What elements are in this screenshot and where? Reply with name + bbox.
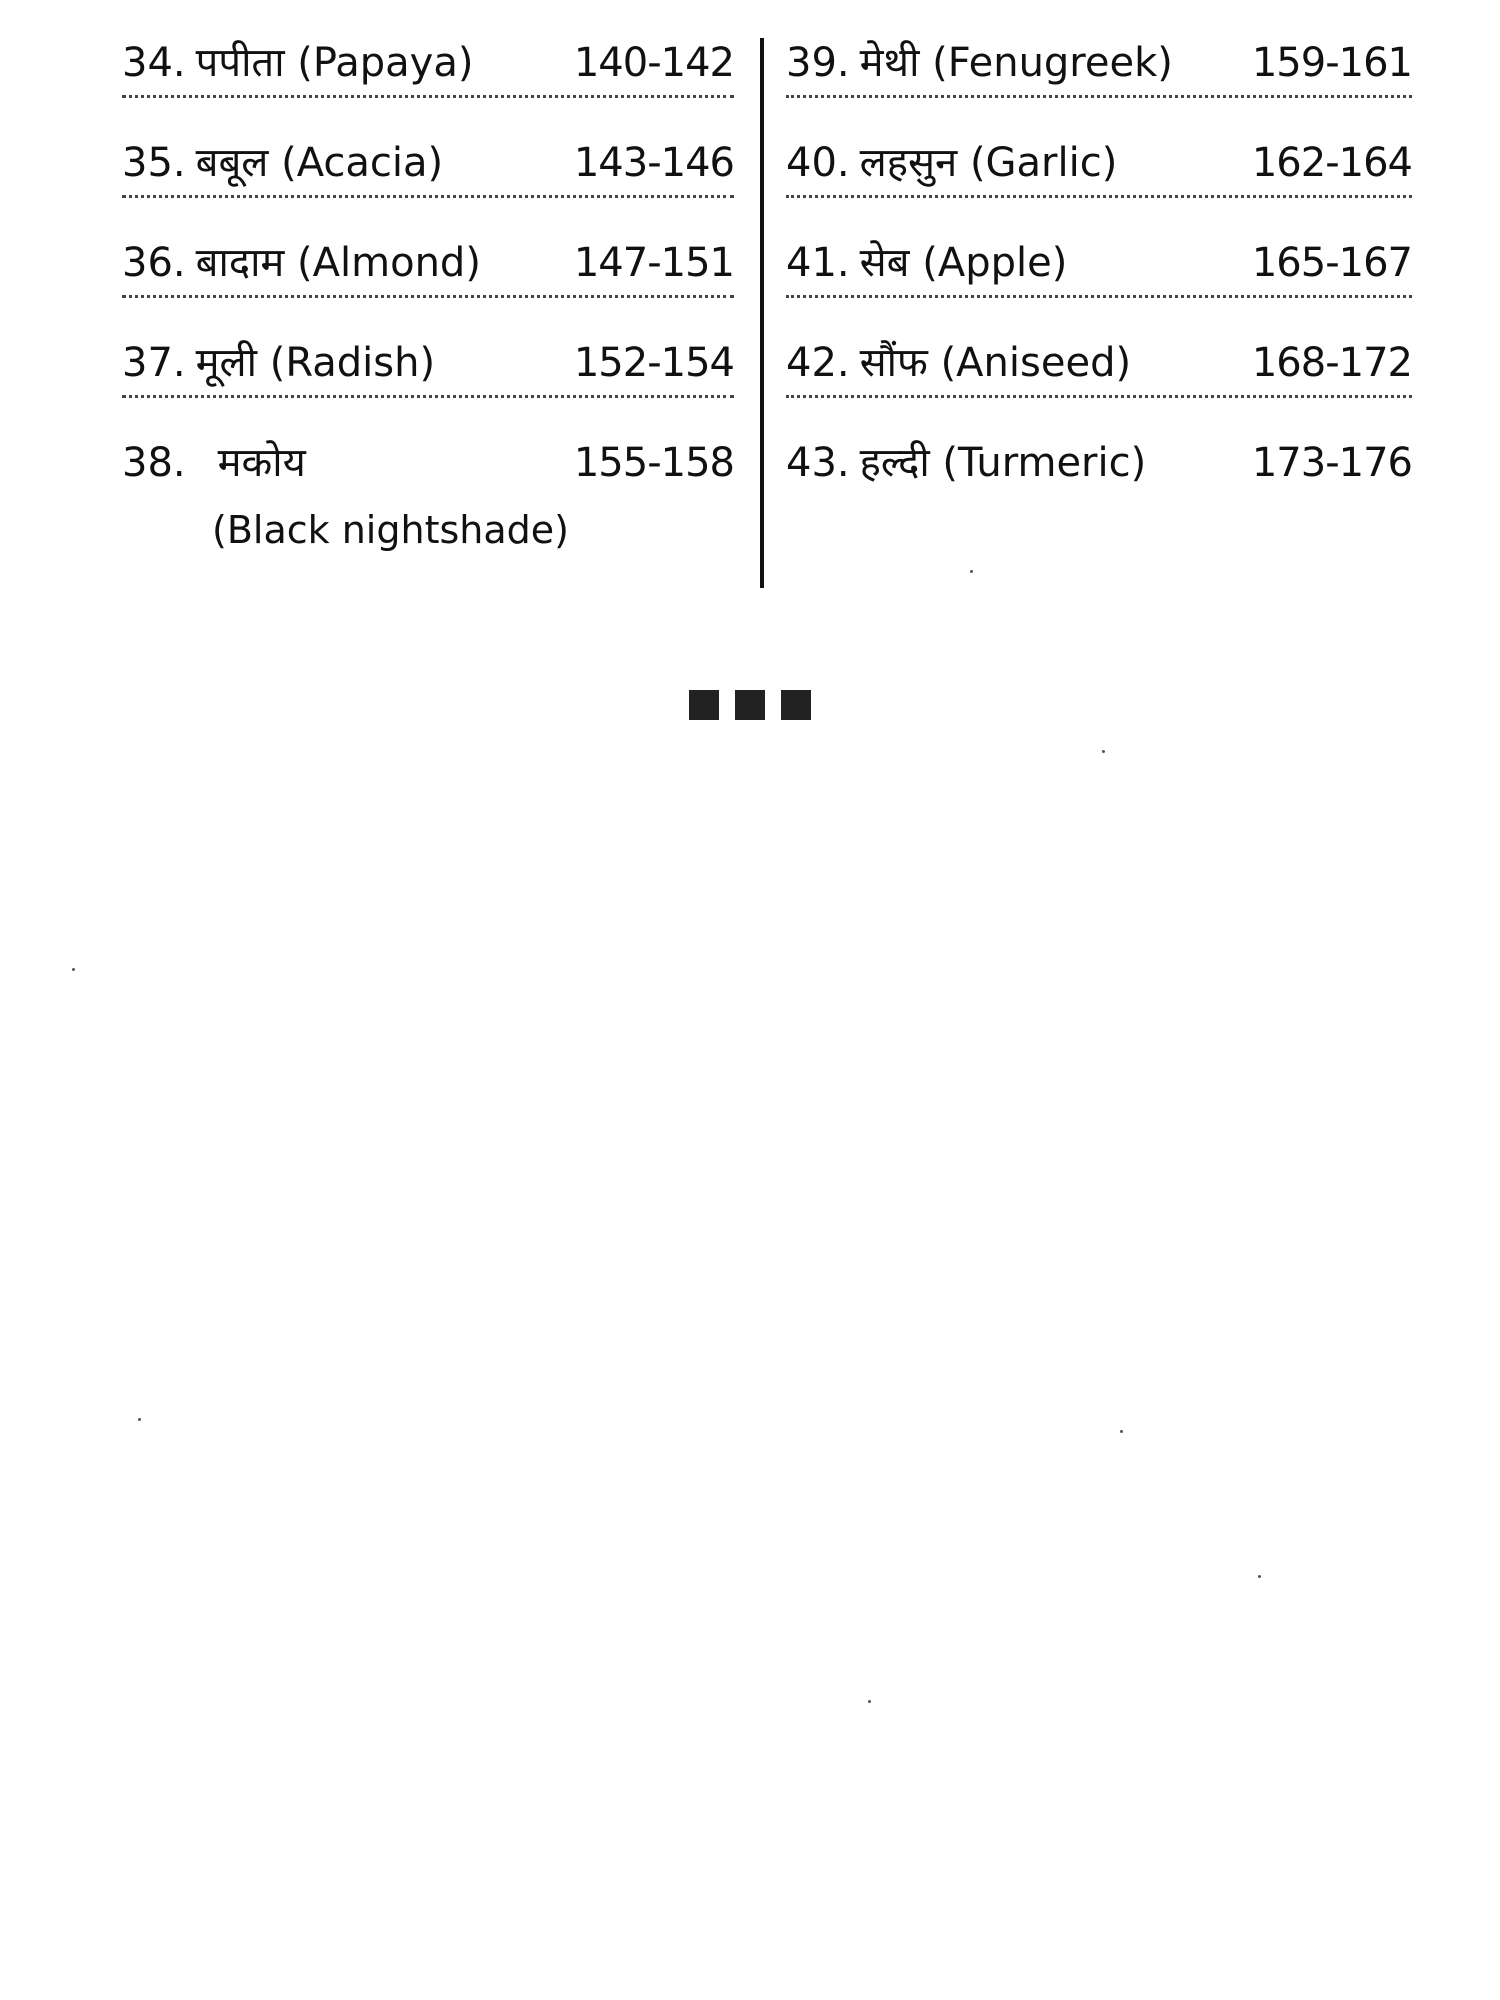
toc-entry-title: 37. मूली (Radish) [122, 340, 436, 386]
toc-entry-pages: 168-172 [1251, 340, 1412, 386]
toc-entry-pages: 165-167 [1251, 240, 1412, 286]
toc-entry-title: 39. मेथी (Fenugreek) [786, 40, 1173, 86]
toc-entry-subtitle: (Black nightshade) [212, 508, 569, 552]
toc-entry-pages: 155-158 [573, 440, 734, 486]
end-mark-square [781, 690, 811, 720]
toc-entry-title: 42. सौंफ (Aniseed) [786, 340, 1132, 386]
toc-entry-acacia[interactable] [122, 128, 734, 198]
toc-entry-pages: 159-161 [1251, 40, 1412, 86]
toc-entry-pages: 143-146 [573, 140, 734, 186]
toc-entry-radish[interactable] [122, 328, 734, 398]
toc-entry-pages: 162-164 [1251, 140, 1412, 186]
toc-entry-pages: 152-154 [573, 340, 734, 386]
toc-entry-title: 35. बबूल (Acacia) [122, 140, 444, 186]
toc-entry-pages: 147-151 [573, 240, 734, 286]
toc-entry-title: 41. सेब (Apple) [786, 240, 1068, 286]
table-of-contents [122, 28, 1412, 588]
scan-speck [72, 968, 75, 971]
toc-entry-title: 38. मकोय [122, 440, 306, 486]
toc-entry-papaya[interactable] [122, 28, 734, 98]
toc-entry-apple[interactable] [786, 228, 1412, 298]
toc-entry-title: 43. हल्दी (Turmeric) [786, 440, 1147, 486]
toc-entry-garlic[interactable] [786, 128, 1412, 198]
scan-speck [1120, 1430, 1123, 1433]
toc-entry-fenugreek[interactable] [786, 28, 1412, 98]
scan-speck [868, 1700, 871, 1703]
toc-entry-title: 40. लहसुन (Garlic) [786, 140, 1118, 186]
toc-entry-title: 36. बादाम (Almond) [122, 240, 481, 286]
toc-entry-pages: 173-176 [1251, 440, 1412, 486]
toc-entry-pages: 140-142 [573, 40, 734, 86]
end-mark-square [689, 690, 719, 720]
section-end-marks [0, 690, 1500, 720]
toc-entry-turmeric[interactable] [786, 428, 1412, 498]
scan-speck [138, 1418, 141, 1421]
toc-entry-aniseed[interactable] [786, 328, 1412, 398]
toc-entry-title: 34. पपीता (Papaya) [122, 40, 474, 86]
scan-speck [970, 570, 973, 573]
scan-speck [1258, 1575, 1261, 1578]
toc-entry-almond[interactable] [122, 228, 734, 298]
scan-speck [1102, 750, 1105, 753]
end-mark-square [735, 690, 765, 720]
toc-entry-black-nightshade[interactable] [122, 428, 734, 568]
column-divider [760, 38, 764, 588]
